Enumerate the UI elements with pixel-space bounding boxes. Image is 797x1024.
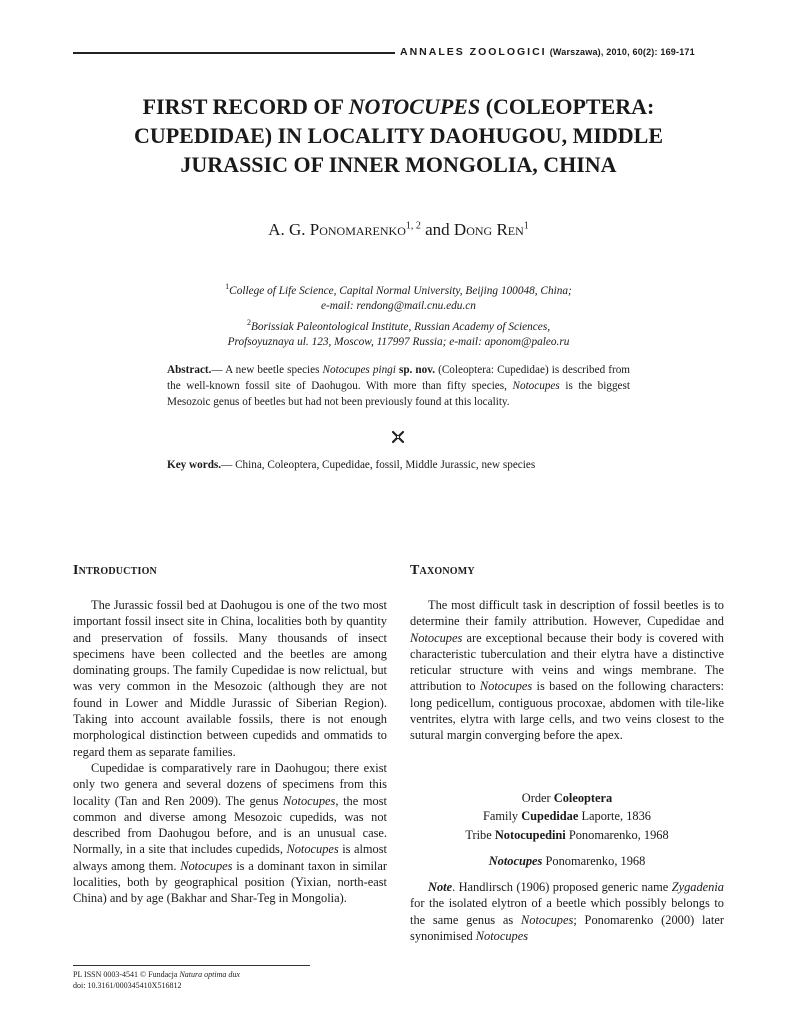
introduction-body bbox=[73, 597, 387, 907]
intro-p2-genus-1: Notocupes bbox=[283, 793, 336, 808]
journal-name: ANNALES ZOOLOGICI bbox=[400, 46, 547, 58]
order-line bbox=[410, 790, 724, 806]
note-text-b: for the isolated elytron of a beetle which possibly belongs to the same genus as bbox=[410, 896, 724, 927]
family-label: Family bbox=[483, 809, 522, 824]
abstract-species: Notocupes pingi bbox=[322, 364, 396, 376]
order-name: Coleoptera bbox=[553, 791, 613, 805]
author1-surname: Ponomarenko bbox=[309, 220, 406, 239]
note-text-a: . Handlirsch (1906) proposed generic name bbox=[452, 880, 672, 895]
intro-p2-text-a: Cupedidae is comparatively rare in Daohugou; there exist only two genera and several dozens of specimens from this locality (Tan and Ren 2009). The genus bbox=[73, 760, 387, 808]
tribe-name: Notocupedini bbox=[494, 827, 566, 842]
taxonomy-heading: Taxonomy bbox=[410, 563, 475, 578]
affil-email-2: Profsoyuznaya ul. 123, Moscow, 117997 Russia; e-mail: aponom@paleo.ru bbox=[227, 336, 570, 349]
footer-doi: doi: 10.3161/000345410X516812 bbox=[73, 981, 182, 990]
note-label: Note bbox=[428, 880, 453, 895]
genus-name: Notocupes bbox=[488, 853, 543, 868]
intro-p2-text-b: , the most common and diverse among Mesozoic cupedids, was not described from Daohugou before, and is an unusual case. Normally, in a site that includes cupedids, bbox=[73, 793, 387, 857]
affiliation-2 bbox=[120, 315, 677, 335]
tax-p1-genus-2: Notocupes bbox=[479, 679, 533, 694]
intro-paragraph-2 bbox=[73, 760, 387, 907]
tax-p1-text-b: are exceptional because their body is covered with characteristic tuberculation and their elytra have a distinctive reticular structure with veins and wings membrane. The attribution to bbox=[410, 630, 724, 694]
issn-text: PL ISSN 0003-4541 © Fundacja bbox=[73, 970, 180, 979]
affil-line-1: College of Life Science, Capital Normal University, Beijing 100048, China; bbox=[229, 284, 572, 297]
footer-rule bbox=[73, 965, 310, 966]
introduction-heading: Introduction bbox=[73, 563, 157, 578]
affiliations bbox=[120, 279, 677, 351]
affil-mark-1: 1 bbox=[225, 282, 230, 291]
note-text-c: ; Ponomarenko (2000) later synonimised bbox=[410, 912, 725, 944]
keywords-label: Key words. bbox=[167, 459, 222, 471]
abstract-text-2: (Coleoptera: Cupedidae) is described from the well-known fossil site of Daohugou. With more than fifty species, bbox=[167, 364, 630, 392]
intro-paragraph-1: The Jurassic fossil bed at Daohugou is one of the two most important fossil insect site in China, localities both by quantity and preservation of fossils. Many thousands of insect specimens have been collected and the beetles are among dominating groups. The family Cupedidae is now relictual, but was very common in the Mesozoic (although they are not found in Lower and Middle Jurassic of Siberian Region). Taking into account available fossils, there is not enough morphological distinction between cupedids and ommatids to regard them as separate families. bbox=[73, 598, 387, 759]
genus-line bbox=[410, 853, 724, 869]
family-line bbox=[410, 808, 724, 824]
author1-affil-ref: 1, 2 bbox=[405, 220, 421, 232]
taxonomic-hierarchy bbox=[410, 790, 724, 944]
tribe-author: Ponomarenko, 1968 bbox=[565, 827, 669, 842]
tax-p1-genus-1: Notocupes bbox=[410, 630, 463, 645]
abstract-spnov: sp. nov. bbox=[395, 364, 436, 376]
note-genus-2: Notocupes bbox=[521, 912, 574, 927]
section-ornament-icon bbox=[390, 429, 406, 445]
header-rule bbox=[73, 52, 395, 54]
footer-motto: Natura optima dux bbox=[179, 970, 240, 979]
taxonomy-body bbox=[410, 597, 724, 744]
tribe-label: Tribe bbox=[465, 827, 495, 842]
tribe-line bbox=[410, 827, 724, 843]
title-genus: NOTOCUPES bbox=[348, 94, 481, 119]
paper-title bbox=[80, 92, 717, 179]
abstract-label: Abstract. bbox=[167, 364, 212, 376]
author-line bbox=[80, 220, 717, 240]
abstract bbox=[167, 363, 630, 410]
abstract-text-3: is the biggest Mesozoic genus of beetles but had not been previously found at this locality. bbox=[167, 379, 630, 408]
author2-affil-ref: 1 bbox=[523, 220, 529, 232]
intro-p2-text-c: is almost always among them. bbox=[73, 842, 387, 873]
intro-p2-genus-2: Notocupes bbox=[286, 842, 339, 857]
running-header bbox=[400, 46, 725, 58]
footer-issn bbox=[73, 969, 240, 980]
tax-p1-text-a: The most difficult task in description of fossil beetles is to determine their family attribution. However, Cupedidae and bbox=[410, 598, 724, 629]
order-label: Order bbox=[521, 791, 554, 805]
abstract-genus: Notocupes bbox=[512, 379, 560, 392]
note-genus-3: Notocupes bbox=[475, 929, 529, 944]
journal-citation: (Warszawa), 2010, 60(2): 169-171 bbox=[549, 47, 695, 57]
affiliation-1 bbox=[120, 279, 677, 299]
affil-mark-2: 2 bbox=[246, 317, 251, 327]
note-paragraph bbox=[410, 879, 724, 944]
note-genus-1: Zygadenia bbox=[671, 880, 724, 895]
title-part-2: (COLEOPTERA: CUPEDIDAE) IN LOCALITY DAOHUGOU, MIDDLE JURASSIC OF INNER MONGOLIA, CHINA bbox=[133, 94, 664, 177]
title-part-1: FIRST RECORD OF bbox=[142, 94, 349, 119]
family-name: Cupedidae bbox=[521, 809, 579, 824]
affil-email-1: e-mail: rendong@mail.cnu.edu.cn bbox=[321, 300, 476, 313]
keywords-text: — China, Coleoptera, Cupedidae, fossil, Middle Jurassic, new species bbox=[221, 459, 536, 471]
intro-p2-text-d: is a dominant taxon in similar localities, both by geographical position (Yixian, north-east China) and by age (Bakhar and Shar-Teg in Mongolia). bbox=[73, 858, 388, 906]
author1-initials: A. G. bbox=[268, 220, 310, 239]
footer bbox=[73, 969, 240, 991]
author2-given: Dong bbox=[453, 220, 497, 239]
genus-author: Ponomarenko, 1968 bbox=[542, 853, 646, 868]
keywords bbox=[167, 458, 630, 473]
affil-line-3: Borissiak Paleontological Institute, Russian Academy of Sciences, bbox=[250, 320, 551, 333]
abstract-text-1: — A new beetle species bbox=[211, 364, 323, 376]
author-conjunction: and bbox=[420, 220, 454, 239]
author2-surname: Ren bbox=[496, 220, 524, 239]
intro-p2-genus-3: Notocupes bbox=[180, 858, 233, 873]
tax-p1-text-c: is based on the following characters: long pedicellum, contiguous procoxae, abdomen with tile-like ventrites, elytra with large cells, and two veins closest to the sutural margin converging before the apex. bbox=[410, 679, 724, 743]
family-author: Laporte, 1836 bbox=[578, 809, 651, 824]
taxonomy-paragraph-1 bbox=[410, 597, 724, 744]
